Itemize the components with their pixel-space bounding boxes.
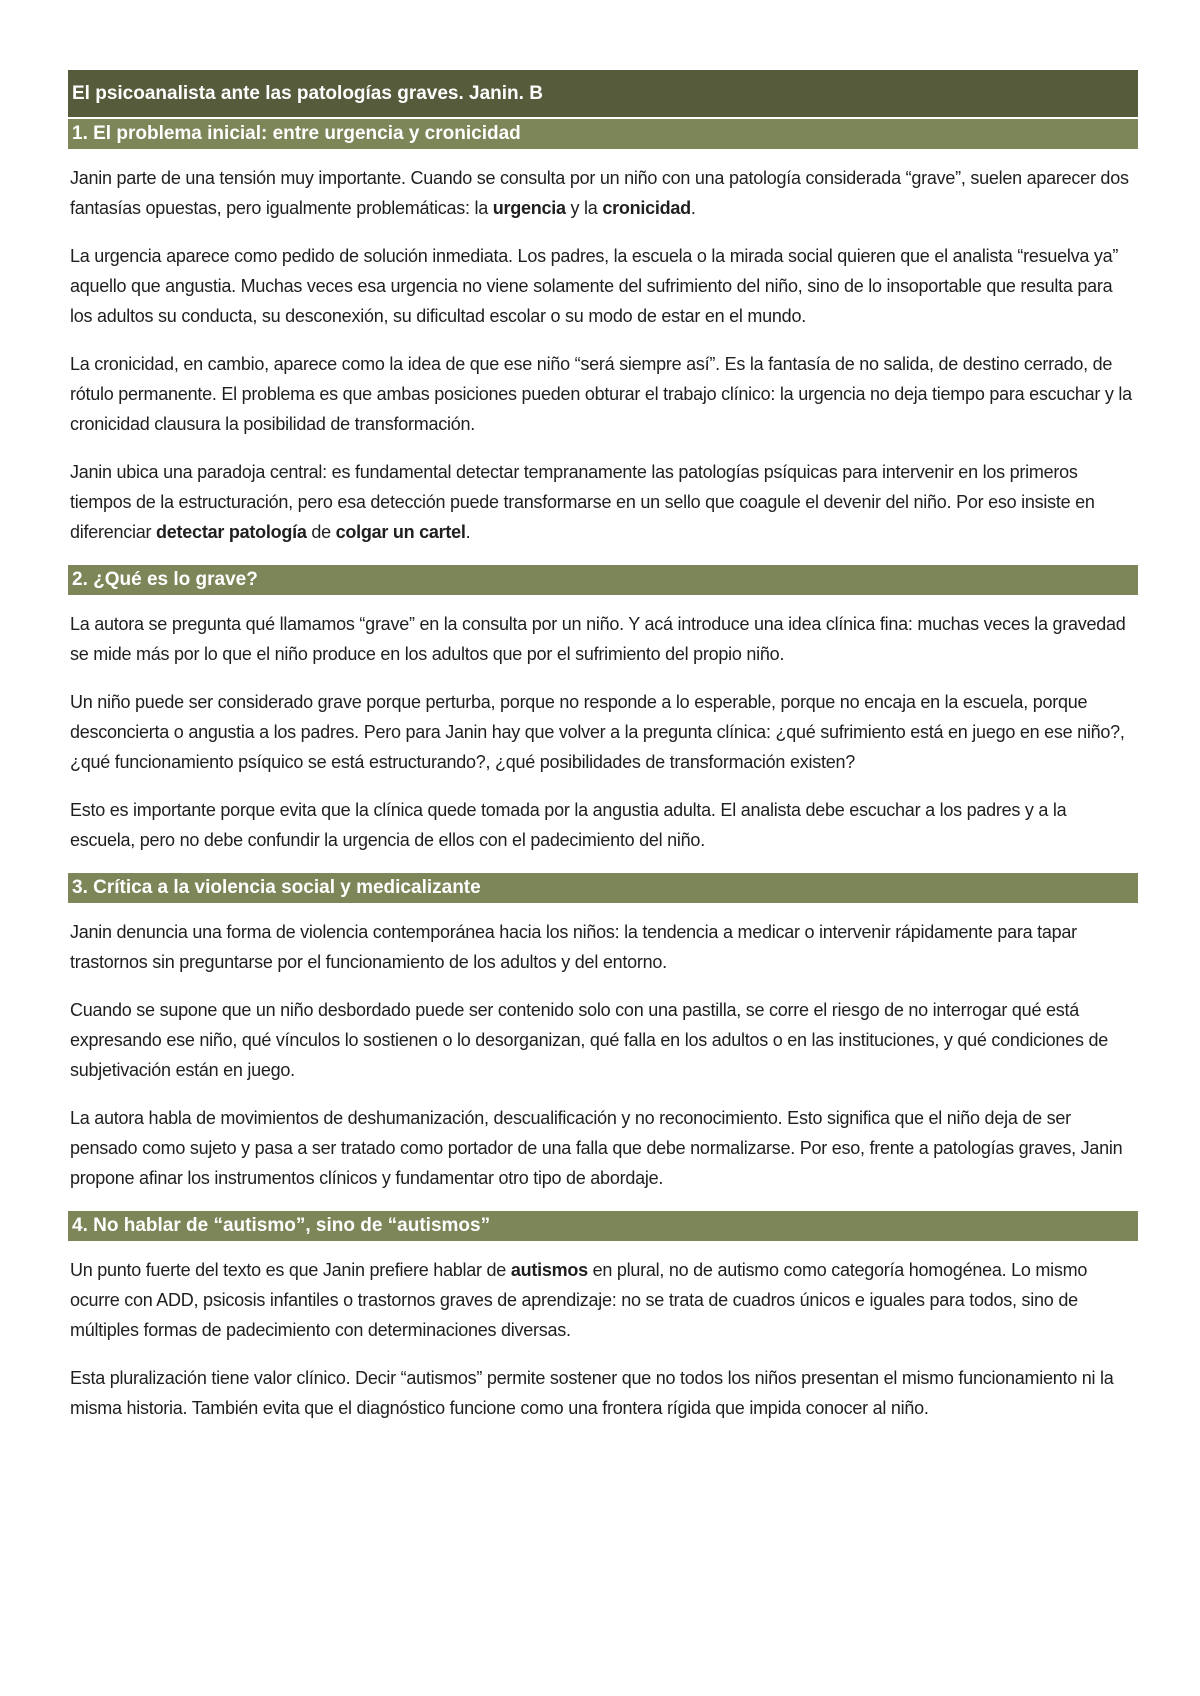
text-run: Janin ubica una paradoja central: es fundamental detectar tempranamente las patologías psíquicas para intervenir en los primeros tiempos de la estructuración, pero esa detección puede transformarse en un sello que coagule el devenir del niño. Por eso insiste en diferenciar [70, 462, 1095, 542]
text-run: Janin denuncia una forma de violencia contemporánea hacia los niños: la tendencia a medicar o intervenir rápidamente para tapar trastornos sin preguntarse por el funcionamiento de los adultos y del entorno. [70, 922, 1077, 972]
emphasis-text: detectar patología [156, 522, 307, 542]
text-run: La cronicidad, en cambio, aparece como la idea de que ese niño “será siempre así”. Es la fantasía de no salida, de destino cerrado, de rótulo permanente. El problema es que ambas posiciones pueden obturar el trabajo clínico: la urgencia no deja tiempo para escuchar y la cronicidad clausura la posibilidad de transformación. [70, 354, 1132, 434]
paragraph [68, 995, 1138, 1085]
paragraph [68, 609, 1138, 669]
section-heading: 4. No hablar de “autismo”, sino de “autismos” [68, 1211, 1138, 1241]
text-run: Un punto fuerte del texto es que Janin prefiere hablar de [70, 1260, 511, 1280]
text-run: . [465, 522, 471, 542]
text-run: Cuando se supone que un niño desbordado puede ser contenido solo con una pastilla, se corre el riesgo de no interrogar qué está expresando ese niño, qué vínculos lo sostienen o lo desorganizan, qué falla en los adultos o en las instituciones, y qué condiciones de subjetivación están en juego. [70, 1000, 1108, 1080]
paragraph [68, 1363, 1138, 1423]
section-heading: 2. ¿Qué es lo grave? [68, 565, 1138, 595]
text-run: Janin parte de una tensión muy importante. Cuando se consulta por un niño con una patología considerada “grave”, suelen aparecer dos fantasías opuestas, pero igualmente problemáticas: la [70, 168, 1129, 218]
emphasis-text: urgencia [492, 198, 566, 218]
text-run: en plural, no de autismo como categoría homogénea. Lo mismo ocurre con ADD, psicosis infantiles o trastornos graves de aprendizaje: no se trata de cuadros únicos e iguales para todos, sino de múltiples formas de padecimiento con determinaciones diversas. [70, 1260, 1088, 1340]
text-run: Esto es importante porque evita que la clínica quede tomada por la angustia adulta. El analista debe escuchar a los padres y a la escuela, pero no debe confundir la urgencia de ellos con el padecimiento del niño. [70, 800, 1067, 850]
section-3 [68, 873, 1138, 1193]
paragraph [68, 795, 1138, 855]
paragraph [68, 917, 1138, 977]
text-run: La autora se pregunta qué llamamos “grave” en la consulta por un niño. Y acá introduce una idea clínica fina: muchas veces la gravedad se mide más por lo que el niño produce en los adultos que por el sufrimiento del propio niño. [70, 614, 1126, 664]
section-2 [68, 565, 1138, 855]
text-run: Un niño puede ser considerado grave porque perturba, porque no responde a lo esperable, porque no encaja en la escuela, porque desconcierta o angustia a los padres. Pero para Janin hay que volver a la pregunta clínica: ¿qué sufrimiento está en juego en ese niño?, ¿qué funcionamiento psíquico se está estructurando?, ¿qué posibilidades de transformación existen? [70, 692, 1125, 772]
paragraph [68, 349, 1138, 439]
document-content [68, 70, 1138, 1441]
paragraph [68, 1103, 1138, 1193]
text-run: La urgencia aparece como pedido de solución inmediata. Los padres, la escuela o la mirada social quieren que el analista “resuelva ya” aquello que angustia. Muchas veces esa urgencia no viene solamente del sufrimiento del niño, sino de lo insoportable que resulta para los adultos su conducta, su desconexión, su dificultad escolar o su modo de estar en el mundo. [70, 246, 1119, 326]
section-1 [68, 119, 1138, 547]
text-run: de [306, 522, 336, 542]
paragraph [68, 163, 1138, 223]
paragraph [68, 457, 1138, 547]
paragraph [68, 1255, 1138, 1345]
text-run: y la [565, 198, 603, 218]
paragraph [68, 687, 1138, 777]
section-heading: 3. Crítica a la violencia social y medicalizante [68, 873, 1138, 903]
text-run: La autora habla de movimientos de deshumanización, descualificación y no reconocimiento. Esto significa que el niño deja de ser pensado como sujeto y pasa a ser tratado como portador de una falla que debe normalizarse. Por eso, frente a patologías graves, Janin propone afinar los instrumentos clínicos y fundamentar otro tipo de abordaje. [70, 1108, 1123, 1188]
emphasis-text: cronicidad [602, 198, 691, 218]
paragraph [68, 241, 1138, 331]
text-run: . [690, 198, 696, 218]
section-heading: 1. El problema inicial: entre urgencia y cronicidad [68, 119, 1138, 149]
emphasis-text: colgar un cartel [335, 522, 466, 542]
document-title: El psicoanalista ante las patologías graves. Janin. B [68, 70, 1138, 117]
section-4 [68, 1211, 1138, 1423]
emphasis-text: autismos [510, 1260, 588, 1280]
text-run: Esta pluralización tiene valor clínico. Decir “autismos” permite sostener que no todos los niños presentan el mismo funcionamiento ni la misma historia. También evita que el diagnóstico funcione como una frontera rígida que impida conocer al niño. [70, 1368, 1114, 1418]
